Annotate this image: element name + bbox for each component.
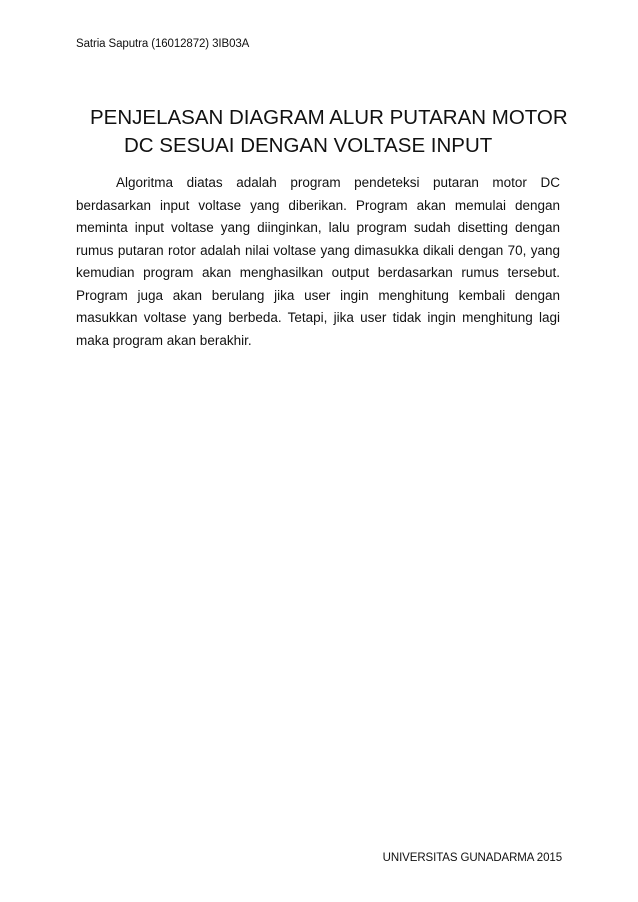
page-header: Satria Saputra (16012872) 3IB03A	[76, 38, 250, 50]
page-title	[90, 104, 590, 160]
title-line-1: PENJELASAN DIAGRAM ALUR PUTARAN MOTOR	[90, 106, 568, 129]
body-paragraph: Algoritma diatas adalah program pendeteksi putaran motor DC berdasarkan input voltase yang diberikan. Program akan memulai dengan meminta input voltase yang diinginkan, lalu program sudah disetting dengan rumus putaran rotor adalah nilai voltase yang dimasukka dikali dengan 70, yang kemudian program akan menghasilkan output berdasarkan rumus tersebut. Program juga akan berulang jika user ingin menghitung kembali dengan masukkan voltase yang berbeda. Tetapi, jika user tidak ingin menghitung lagi maka program akan berakhir.	[76, 175, 560, 348]
page-footer: UNIVERSITAS GUNADARMA 2015	[382, 852, 562, 864]
title-line-2: DC SESUAI DENGAN VOLTASE INPUT	[124, 134, 493, 157]
